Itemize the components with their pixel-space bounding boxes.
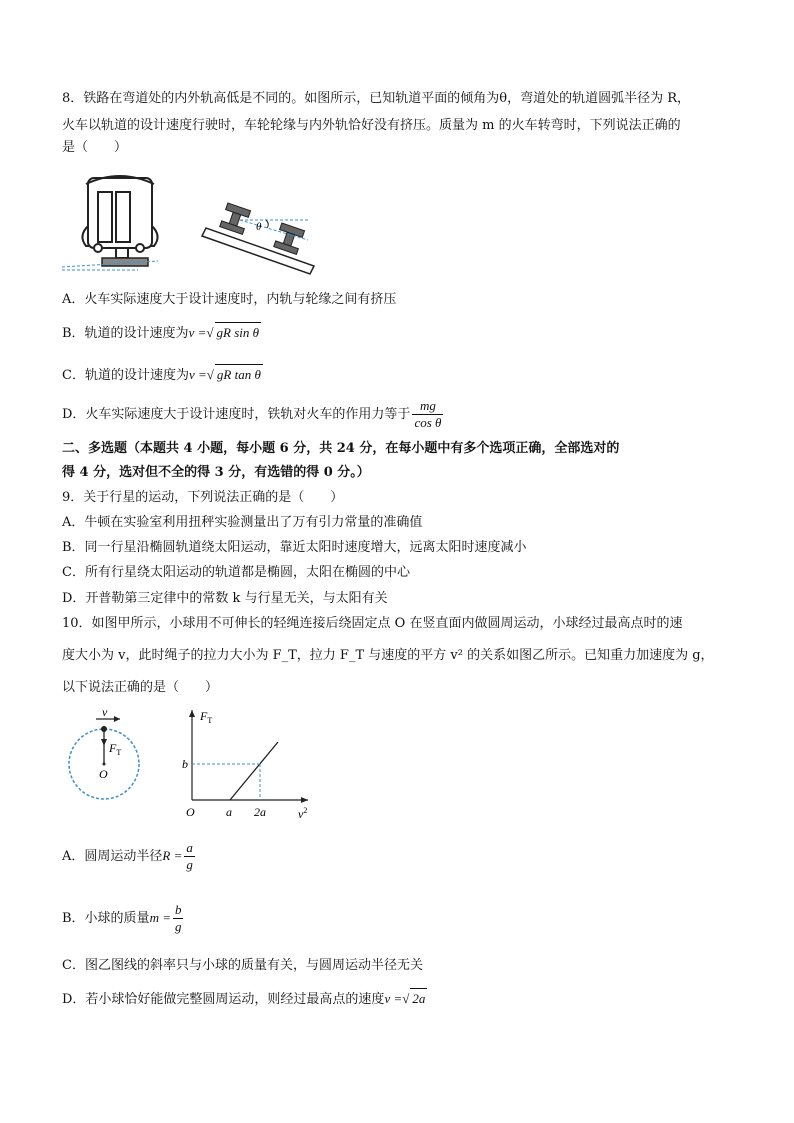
q10-option-d-lhs: v =	[384, 991, 403, 1006]
q10-option-b-num: b	[174, 902, 182, 917]
section2-heading-line2: 得 4 分，选对但不全的得 3 分，有选错的得 0 分。）	[62, 465, 370, 480]
graph-b-label: b	[182, 757, 188, 771]
q10-option-d: D．若小球恰好能做完整圆周运动，则经过最高点的速度v =√ 2a	[62, 988, 427, 1010]
q8-option-c-text: C．轨道的设计速度为	[62, 368, 189, 383]
q10-option-a	[62, 840, 197, 873]
q8-option-c: C．轨道的设计速度为v =√ gR tan θ	[62, 364, 263, 386]
q8-option-a: A．火车实际速度大于设计速度时，内轨与轮缘之间有挤压	[62, 292, 397, 307]
q8-option-b: B．轨道的设计速度为v =√ gR sin θ	[62, 322, 261, 344]
graph-y-axis-label: $F_T$	[200, 709, 213, 725]
q8-option-c-root: gR tan θ	[215, 364, 263, 385]
q8-option-b-text: B．轨道的设计速度为	[62, 326, 189, 341]
q10-stem-line1: 10．如图甲所示，小球用不可伸长的轻绳连接后绕固定点 O 在竖直面内做圆周运动，小球经过最高点时的速	[62, 616, 683, 631]
velocity-label: v	[102, 706, 108, 719]
q10-option-a-den: g	[186, 857, 193, 872]
q10-option-a-num: a	[186, 840, 193, 855]
q8-option-d-text: D．火车实际速度大于设计速度时，铁轨对火车的作用力等于	[62, 407, 411, 422]
graph-x-axis-label: $v^2$	[298, 806, 308, 821]
q10-option-d-root: 2a	[410, 988, 427, 1009]
theta-label: θ	[256, 221, 262, 233]
section2-heading-line1: 二、多选题（本题共 4 小题，每小题 6 分，共 24 分，在每小题中有多个选项正确，全部选对的	[62, 441, 620, 456]
q9-option-c: C．所有行星绕太阳运动的轨道都是椭圆，太阳在椭圆的中心	[62, 565, 410, 580]
q8-option-d-num: mg	[412, 398, 443, 415]
q8-stem-line1: 8．铁路在弯道处的内外轨高低是不同的。如图所示，已知轨道平面的倾角为θ，弯道处的轨道圆弧半径为 R，	[62, 91, 691, 106]
q9-option-b: B．同一行星沿椭圆轨道绕太阳运动，靠近太阳时速度增大，远离太阳时速度减小	[62, 540, 527, 555]
circle-motion-figure	[60, 706, 152, 806]
rail-figure	[200, 202, 320, 282]
q10-option-b	[62, 902, 185, 935]
q8-stem-line3: 是（ ）	[62, 140, 128, 155]
q10-option-b-den: g	[174, 919, 182, 934]
q10-option-d-text: D．若小球恰好能做完整圆周运动，则经过最高点的速度	[62, 992, 385, 1007]
q9-option-d: D．开普勒第三定律中的常数 k 与行星无关，与太阳有关	[62, 591, 388, 606]
q8-stem-line2: 火车以轨道的设计速度行驶时，车轮轮缘与内外轨恰好没有挤压。质量为 m 的火车转弯时，下列说法正确的	[62, 118, 681, 133]
q8-option-d	[62, 398, 445, 431]
q9-option-a: A．牛顿在实验室利用扭秤实验测量出了万有引力常量的准确值	[62, 515, 423, 530]
graph-2a-label: 2a	[254, 805, 266, 819]
q10-stem-line2: 度大小为 v，此时绳子的拉力大小为 F_T，拉力 F_T 与速度的平方 v² 的关系如图乙所示。已知重力加速度为 g，	[62, 648, 714, 663]
q8-option-b-root: gR sin θ	[215, 322, 262, 343]
q10-option-a-text: A．圆周运动半径	[62, 849, 163, 864]
tension-label: $F_T$	[109, 741, 122, 757]
graph-a-label: a	[226, 805, 232, 819]
q10-option-c: C．图乙图线的斜率只与小球的质量有关，与圆周运动半径无关	[62, 958, 423, 973]
q8-option-b-lhs: v =	[188, 325, 207, 340]
train-figure	[58, 166, 168, 274]
center-o-label: O	[99, 767, 108, 781]
q10-stem-line3: 以下说法正确的是（ ）	[62, 680, 219, 695]
tension-velocity-graph	[180, 704, 320, 824]
q8-option-d-den: cos θ	[414, 415, 442, 430]
q10-option-b-text: B．小球的质量	[62, 911, 150, 926]
q9-stem: 9．关于行星的运动，下列说法正确的是（ ）	[62, 490, 344, 505]
q10-option-b-lhs: m =	[149, 910, 171, 925]
graph-origin-label: O	[186, 805, 195, 819]
q10-option-a-lhs: R =	[162, 848, 183, 863]
q8-option-c-lhs: v =	[188, 367, 207, 382]
